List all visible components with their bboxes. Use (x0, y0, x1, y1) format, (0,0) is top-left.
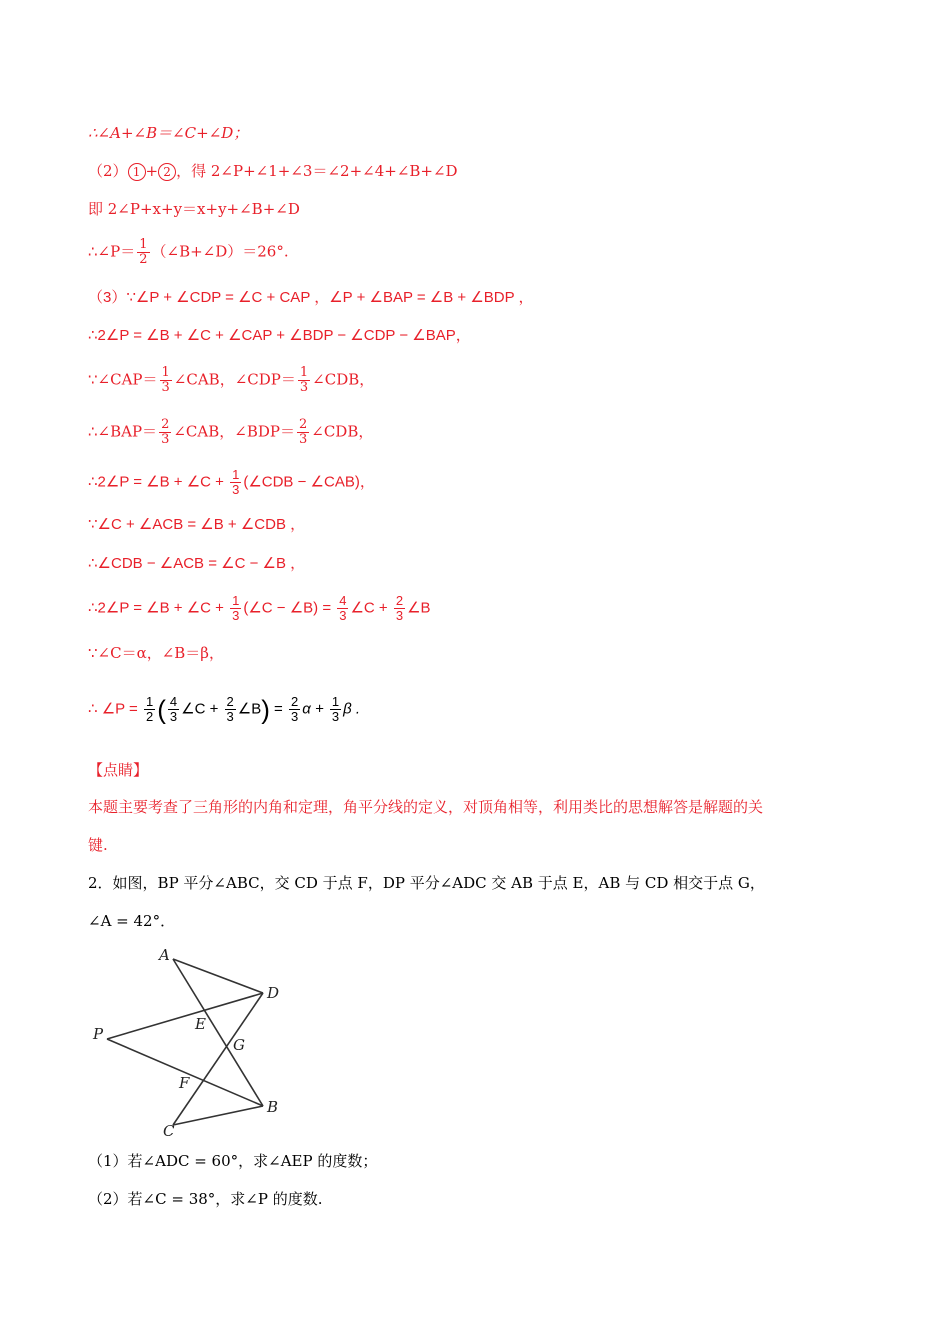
line-14 (88, 695, 360, 724)
fraction (159, 418, 171, 447)
line-2-rest: ，得 2∠P+∠1+∠3＝∠2+∠4+∠B+∠D (176, 162, 458, 180)
line-14-a: ∴ ∠P = (88, 700, 142, 718)
paren-close: ) (261, 694, 270, 725)
frac-num: 2 (298, 417, 308, 432)
line-2-prefix: （2） (88, 162, 128, 180)
segment-PD (107, 993, 263, 1039)
question-2-line-1: 2．如图，BP 平分∠ABC，交 CD 于点 F，DP 平分∠ADC 交 AB 于点 E，AB 与 CD 相交于点 G， (88, 874, 765, 892)
frac-num: 1 (161, 365, 170, 380)
line-8-c: ∠CDB， (311, 422, 374, 441)
label-G: G (233, 1036, 245, 1054)
line-7-c: ∠CDB， (312, 370, 375, 389)
frac-num: 1 (146, 694, 154, 709)
frac-den: 2 (139, 252, 148, 267)
line-9-c: ， (359, 473, 375, 491)
fraction (230, 468, 241, 497)
sub-question-2: （2）若∠C = 38°，求∠P 的度数. (88, 1190, 323, 1208)
line-7 (88, 366, 374, 395)
frac-num: 1 (331, 694, 340, 709)
label-C: C (163, 1122, 175, 1140)
sub-question-1: （1）若∠ADC = 60°，求∠AEP 的度数； (88, 1152, 378, 1170)
summary-line-2: 键. (88, 836, 108, 854)
frac-num: 2 (395, 593, 404, 608)
line-8-b: ∠CAB，∠BDP＝ (173, 422, 295, 441)
line-11: ∴∠CDB − ∠ACB = ∠C − ∠B ， (88, 555, 306, 572)
fraction (160, 366, 172, 395)
frac-num: 1 (299, 365, 309, 380)
line-14-e: α + (302, 700, 328, 718)
frac-den: 3 (161, 432, 170, 447)
frac-num: 2 (226, 694, 234, 709)
fraction (330, 695, 341, 724)
segment-CB (173, 1106, 263, 1125)
frac-num: 1 (232, 593, 240, 608)
frac-den: 3 (331, 709, 340, 724)
line-6: ∴2∠P = ∠B + ∠C + ∠CAP + ∠BDP − ∠CDP − ∠BAP， (88, 327, 471, 344)
line-2-plus: + (145, 162, 159, 180)
fraction (230, 594, 241, 623)
question-2-line-2: ∠A = 42°． (88, 912, 176, 930)
fraction (394, 594, 405, 623)
segment-AD (173, 959, 263, 993)
frac-den: 3 (290, 709, 299, 724)
frac-den: 2 (146, 709, 154, 724)
line-4-a: ∴∠P＝ (88, 242, 136, 261)
line-2 (88, 160, 458, 182)
frac-den: 3 (232, 608, 240, 623)
line-12-b: (∠C − ∠B) = (243, 599, 336, 617)
fraction (298, 366, 310, 395)
line-13: ∵∠C＝α，∠B＝β， (88, 644, 224, 662)
line-12-a: ∴2∠P = ∠B + ∠C + (88, 599, 229, 617)
line-7-b: ∠CAB，∠CDP＝ (173, 370, 296, 389)
line-9-a: ∴2∠P = ∠B + ∠C + (88, 473, 229, 491)
label-E: E (195, 1015, 206, 1033)
fraction (225, 695, 236, 724)
label-B: B (267, 1098, 279, 1116)
geometry-figure (85, 940, 305, 1140)
fraction (337, 594, 348, 623)
frac-den: 3 (299, 380, 309, 395)
line-4 (88, 238, 289, 267)
frac-num: 4 (169, 694, 178, 709)
frac-num: 2 (290, 694, 299, 709)
line-14-d: = (269, 700, 287, 718)
line-4-b: （∠B+∠D）＝26°. (151, 242, 289, 261)
fraction (289, 695, 300, 724)
line-12-d: ∠B (407, 599, 431, 617)
line-14-c: ∠B (237, 700, 262, 718)
line-1: ∴∠A+∠B＝∠C+∠D； (88, 124, 249, 142)
line-12 (88, 594, 431, 623)
line-14-f: β . (343, 700, 361, 718)
line-5: （3）∵∠P + ∠CDP = ∠C + CAP ，∠P + ∠BAP = ∠B + ∠BDP ， (88, 289, 534, 306)
circled-1: 1 (128, 163, 146, 181)
line-9 (88, 468, 375, 497)
line-7-a: ∵∠CAP＝ (88, 370, 158, 389)
frac-den: 3 (232, 482, 240, 497)
summary-line-1: 本题主要考查了三角形的内角和定理，角平分线的定义，对顶角相等，利用类比的思想解答是解题的关 (88, 798, 764, 816)
label-P: P (93, 1025, 104, 1043)
frac-den: 3 (298, 432, 308, 447)
paren-open: ( (157, 694, 166, 725)
line-10: ∵∠C + ∠ACB = ∠B + ∠CDB ， (88, 516, 306, 533)
frac-num: 1 (139, 237, 148, 252)
line-8 (88, 418, 373, 447)
line-12-c: ∠C + (350, 599, 392, 617)
frac-num: 1 (232, 467, 240, 482)
line-14-b: ∠C + (181, 700, 223, 718)
frac-den: 3 (226, 709, 234, 724)
line-8-a: ∴∠BAP＝ (88, 422, 158, 441)
frac-den: 3 (339, 608, 347, 623)
dianjing-heading: 【点睛】 (88, 761, 149, 779)
fraction (297, 418, 309, 447)
circled-2: 2 (158, 163, 176, 181)
label-A: A (159, 946, 170, 964)
frac-den: 3 (395, 608, 404, 623)
fraction (168, 695, 179, 724)
label-F: F (179, 1074, 190, 1092)
fraction-one-half (137, 238, 149, 267)
frac-den: 3 (161, 380, 170, 395)
line-3: 即 2∠P+x+y＝x+y+∠B+∠D (88, 200, 300, 218)
frac-num: 4 (339, 593, 347, 608)
frac-den: 3 (169, 709, 178, 724)
line-9-b: (∠CDB − ∠CAB) (243, 473, 360, 491)
label-D: D (267, 984, 280, 1002)
frac-num: 2 (161, 417, 170, 432)
fraction (144, 695, 155, 724)
segment-CD (173, 993, 263, 1125)
